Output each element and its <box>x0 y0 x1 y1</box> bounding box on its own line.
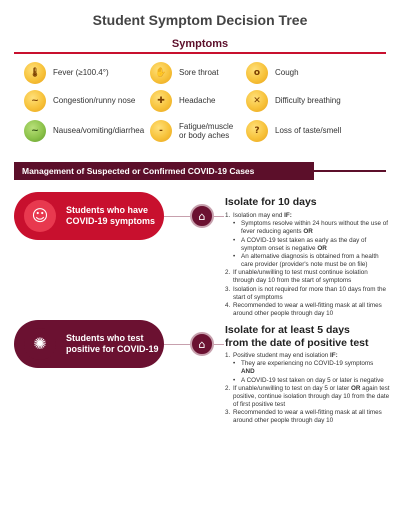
loss-taste-smell-face-icon: ? <box>246 120 268 142</box>
page-title: Student Symptom Decision Tree <box>92 12 308 28</box>
symptom-loss-taste-smell <box>246 120 341 142</box>
case-symptoms-label: Students who have COVID-19 symptoms <box>66 204 156 226</box>
symptom-fever <box>24 62 109 84</box>
case-positive-list: 1. Positive student may end isolation IF: • They are experiencing no COVID-19 symptoms AND • A COVID-19 test taken on day 5 or later is negative 2. If unable/unwilling to test on day 5 or later OR again test positive, continue isolation through day 10 from the date of first positive test 3. Recommended to wear a well-fitting mask at all times around other people through day 10 <box>225 352 390 425</box>
case-symptoms-title: Isolate for 10 days <box>225 196 317 208</box>
virus-icon: ✺ <box>24 328 56 360</box>
symptom-label: Headache <box>179 96 216 106</box>
symptom-congestion <box>24 90 135 112</box>
symptom-difficulty-breathing <box>246 90 341 112</box>
case-symptoms-pill <box>14 192 164 240</box>
cough-face-icon: o <box>246 62 268 84</box>
case-symptoms-connector-right <box>214 216 224 217</box>
headache-face-icon: ✚ <box>150 90 172 112</box>
house-icon: ⌂ <box>190 332 214 356</box>
symptom-sore-throat <box>150 62 219 84</box>
symptom-label: Cough <box>275 68 299 78</box>
symptom-label: Difficulty breathing <box>275 96 341 106</box>
nausea-face-icon: ~ <box>24 120 46 142</box>
management-heading: Management of Suspected or Confirmed COVID-19 Cases <box>14 162 314 180</box>
case-positive-connector-right <box>214 344 224 345</box>
case-positive-title: Isolate for at least 5 days from the date of positive test <box>225 324 369 349</box>
symptom-cough <box>246 62 299 84</box>
sore-throat-face-icon: ✋ <box>150 62 172 84</box>
symptoms-heading: Symptoms <box>171 38 229 50</box>
fever-face-icon: 🌡 <box>24 62 46 84</box>
fatigue-face-icon: - <box>150 120 172 142</box>
symptom-label: Fatigue/muscle or body aches <box>179 121 234 140</box>
student-symptoms-icon: ☺ <box>24 200 56 232</box>
case-positive-connector <box>164 344 190 345</box>
symptom-label: Loss of taste/smell <box>275 126 342 136</box>
symptom-label: Fever (≥100.4°) <box>53 68 109 78</box>
case-symptoms-list: 1. Isolation may end IF: • Symptoms resolve within 24 hours without the use of fever reducing agents OR • A COVID-19 test taken as early as the day of symptom onset is negative OR • An alternative diagnosis is obtained from a health care provider (provider's note must be on file) 2. If unable/unwilling to test must continue isolation through day 10 from the start of symptoms 3. Isolation is not required for more than 10 days from the start of symptoms 4. Recommended to wear a well-fitting mask at all times around other people through day 10 <box>225 212 388 318</box>
case-symptoms-connector <box>164 216 190 217</box>
difficulty-breathing-face-icon: ✕ <box>246 90 268 112</box>
symptom-headache <box>150 90 215 112</box>
symptoms-divider <box>14 52 386 54</box>
congestion-face-icon: ~ <box>24 90 46 112</box>
management-divider <box>314 170 386 172</box>
symptom-fatigue <box>150 120 233 142</box>
case-positive-label: Students who test positive for COVID-19 <box>66 332 159 354</box>
symptom-label: Nausea/vomiting/diarrhea <box>53 126 145 136</box>
case-positive-pill <box>14 320 164 368</box>
symptom-nausea <box>24 120 144 142</box>
symptom-label: Sore throat <box>179 68 219 78</box>
house-icon: ⌂ <box>190 204 214 228</box>
symptom-label: Congestion/runny nose <box>53 96 136 106</box>
